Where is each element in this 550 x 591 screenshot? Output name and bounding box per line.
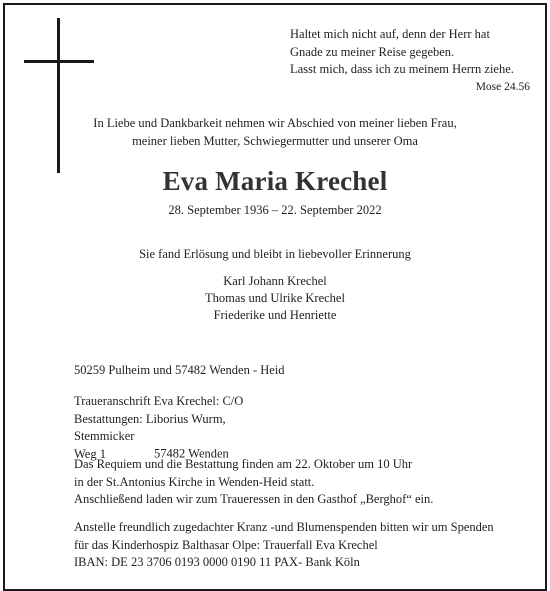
intro-line: In Liebe und Dankbarkeit nehmen wir Abschied von meiner lieben Frau, bbox=[93, 116, 457, 130]
mourner: Friederike und Henriette bbox=[213, 308, 337, 322]
contact-line: Traueranschrift Eva Krechel: C/O bbox=[74, 394, 244, 408]
deceased-name: Eva Maria Krechel bbox=[162, 166, 388, 196]
intro-line: meiner lieben Mutter, Schwiegermutter und unserer Oma bbox=[132, 134, 418, 148]
verse-line: Gnade zu meiner Reise gegeben. bbox=[290, 44, 455, 59]
verse-line: Lasst mich, dass ich zu meinem Herrn ziehe. bbox=[290, 62, 514, 76]
mourner: Thomas und Ulrike Krechel bbox=[205, 291, 345, 305]
intro-text bbox=[0, 114, 550, 150]
contact-street: Stemmicker Weg 1 bbox=[74, 429, 135, 461]
service-line: Das Requiem und die Bestattung finden am 22. Oktober um 10 Uhr bbox=[74, 457, 413, 471]
mourners-list bbox=[0, 273, 550, 324]
life-dates: 28. September 1936 – 22. September 2022 bbox=[168, 203, 382, 217]
contact-city: 57482 Wenden bbox=[154, 446, 229, 461]
donation-request bbox=[74, 519, 494, 572]
donation-line: für das Kinderhospiz Balthasar Olpe: Trauerfall Eva Krechel bbox=[74, 537, 378, 552]
contact-line: Bestattungen: Liborius Wurm, bbox=[74, 411, 226, 426]
bible-verse bbox=[290, 26, 530, 96]
donation-iban: IBAN: DE 23 3706 0193 0000 0190 11 PAX- Bank Köln bbox=[74, 555, 360, 569]
remembrance-text: Sie fand Erlösung und bleibt in liebevoller Erinnerung bbox=[139, 247, 411, 261]
service-details bbox=[74, 456, 433, 509]
donation-line: Anstelle freundlich zugedachter Kranz -und Blumenspenden bitten wir um Spenden bbox=[74, 520, 494, 534]
mourning-address bbox=[74, 393, 243, 463]
service-line: Anschließend laden wir zum Traueressen in den Gasthof „Berghof“ ein. bbox=[74, 492, 434, 506]
verse-reference: Mose 24.56 bbox=[475, 80, 530, 93]
verse-line: Haltet mich nicht auf, denn der Herr hat bbox=[290, 27, 490, 41]
family-location: 50259 Pulheim und 57482 Wenden - Heid bbox=[74, 363, 285, 377]
service-line: in der St.Antonius Kirche in Wenden-Heid statt. bbox=[74, 474, 315, 489]
mourner: Karl Johann Krechel bbox=[223, 274, 327, 288]
